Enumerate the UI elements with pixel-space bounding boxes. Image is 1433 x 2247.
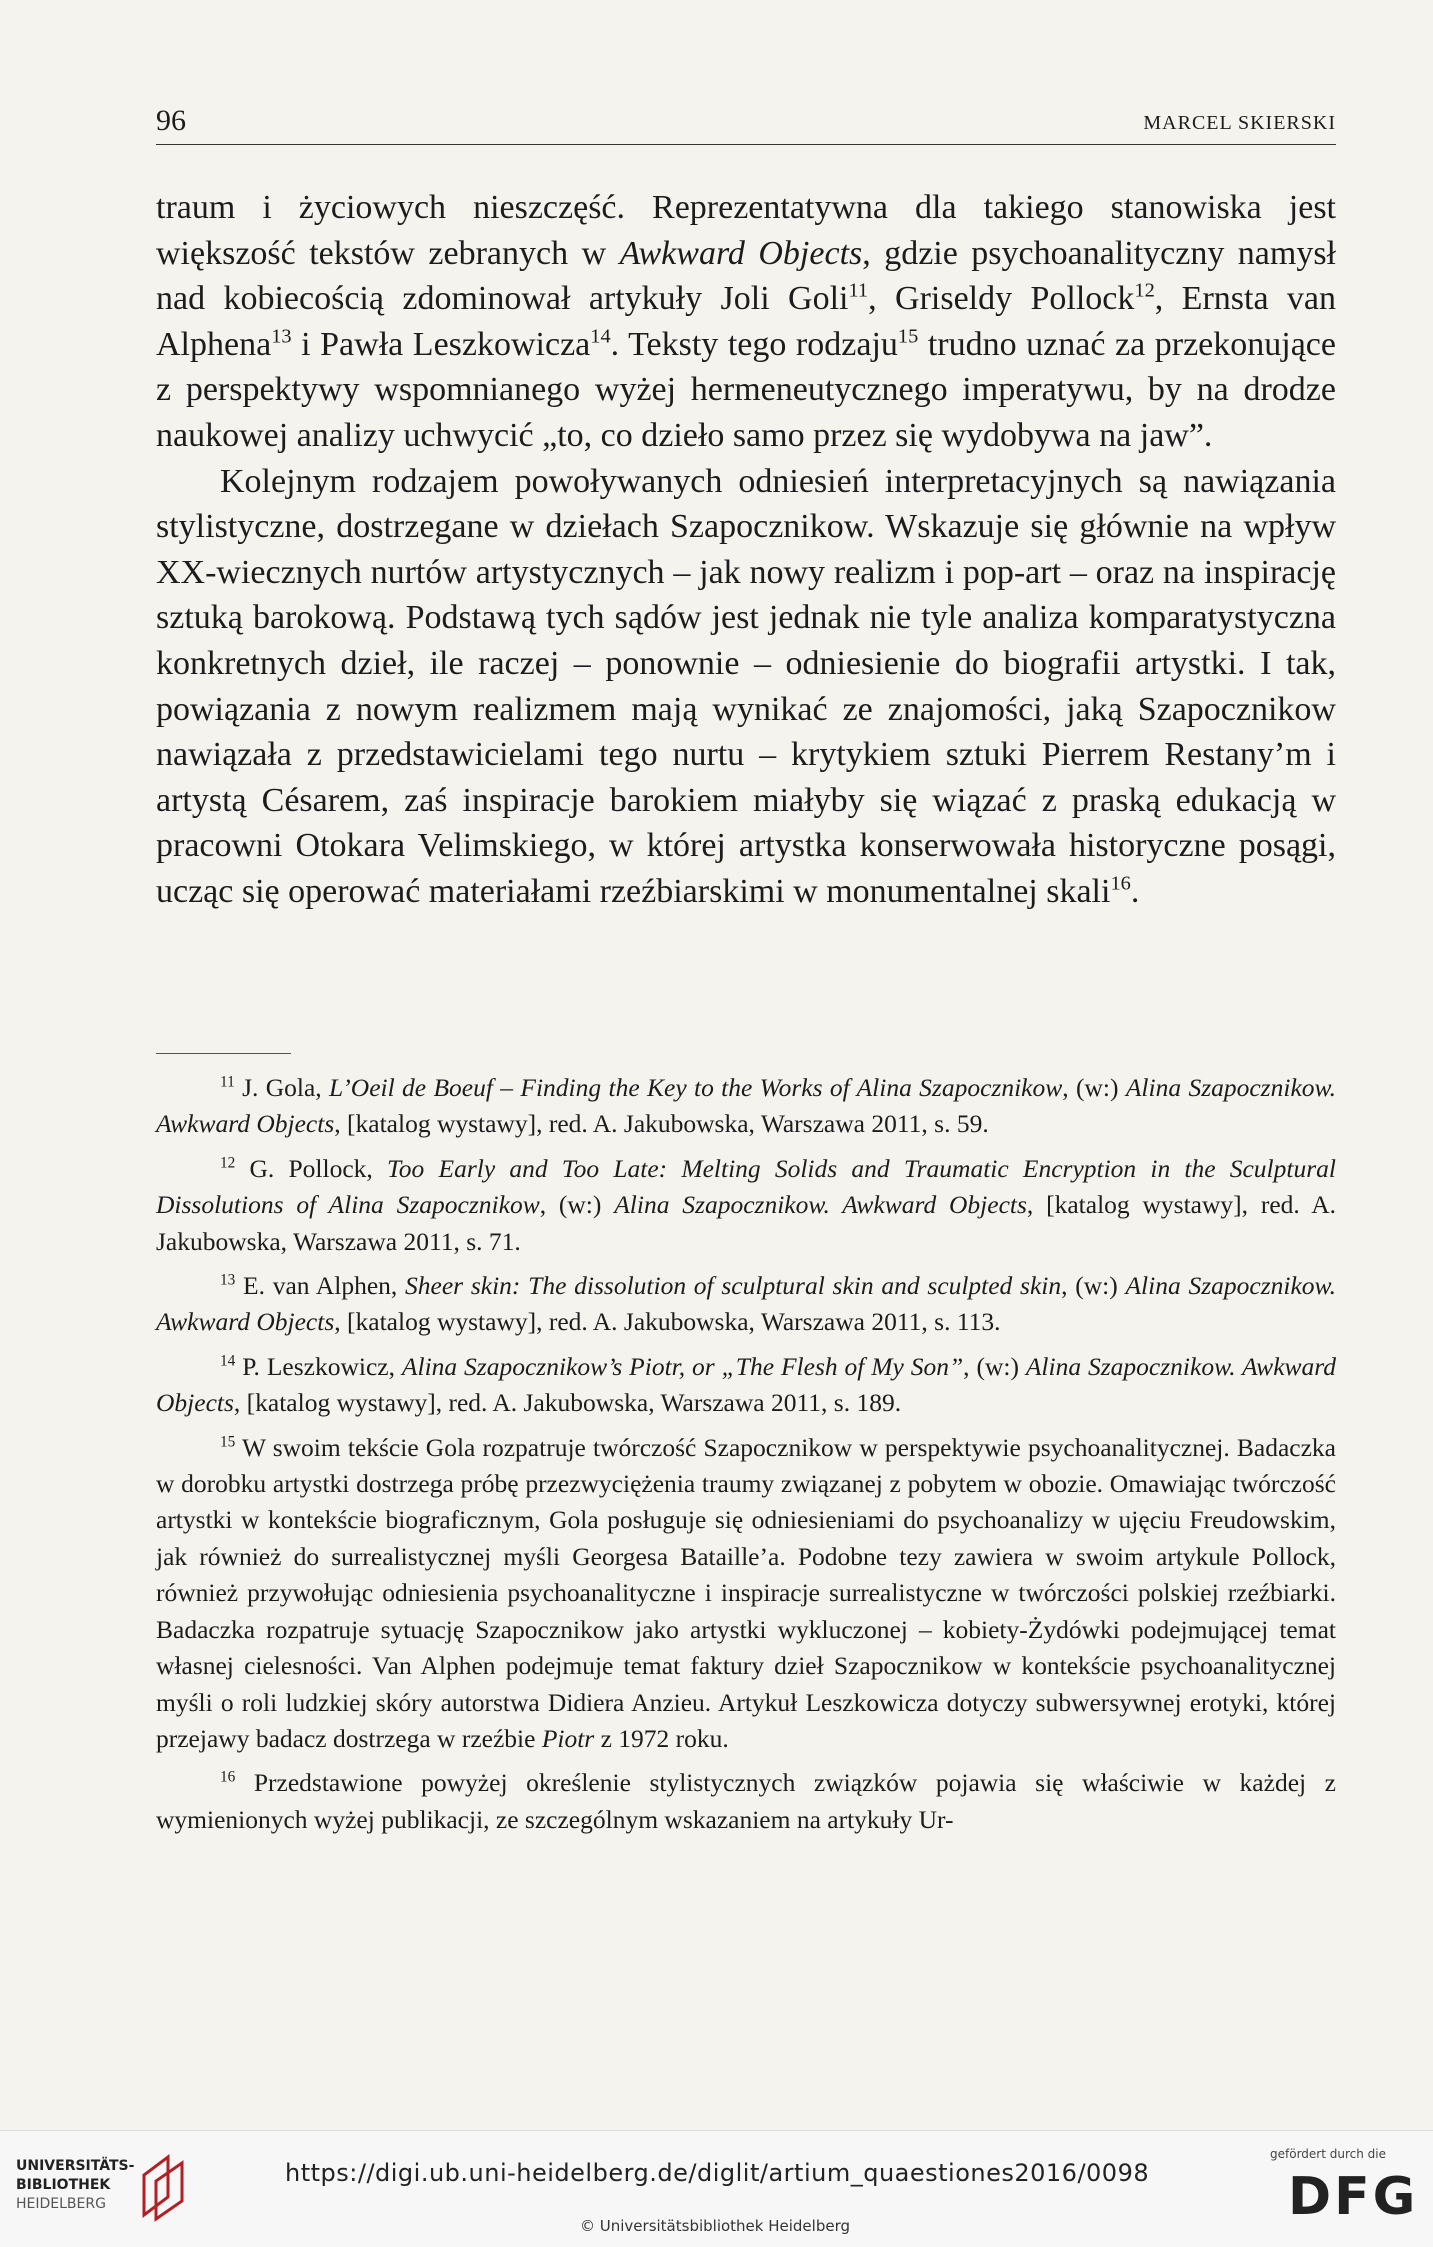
- viewer-footer: [0, 2130, 1433, 2247]
- footnote-ref-12[interactable]: 12: [1134, 279, 1155, 302]
- page-number: 96: [156, 104, 186, 137]
- paragraph-2: Kolejnym rodzajem powoływanych odniesień interpretacyjnych są nawiązania stylistyczne, dostrzegane w dziełach Szapocznikow. Wskazuje się głównie na wpływ XX-wiecznych nurtów artystycznych – jak nowy realizm i pop-art – oraz na inspirację sztuką barokową. Podstawą tych sądów jest jednak nie tyle analiza komparatystyczna konkretnych dzieł, ile raczej – ponownie – odniesienie do biografii artystki. I tak, powiązania z nowym realizmem mają wynikać ze znajomości, jaką Szapocznikow nawiązała z przedstawicielami tego nurtu – krytykiem sztuki Pierrem Restany’m i artystą Césarem, zaś inspiracje barokiem miałyby się wiązać z praską edukacją w pracowni Otokara Velimskiego, w której artystka konserwowała historyczne posągi, ucząc się operować materiałami rzeźbiarskimi w monumentalnej skali$^{16}$.: [156, 462, 1336, 910]
- footnote-11: $^{11}$ J. Gola, L’Oeil de Boeuf – Finding the Key to the Works of Alina Szapocznikow, (w:) Alina Szapocznikow. Awkward Objects, [katalog wystawy], red. A. Jakubowska, Warszawa 2011, s. 59.: [156, 1073, 1337, 1139]
- ub-heidelberg-logo-icon: [140, 2153, 188, 2227]
- running-head: MARCEL SKIERSKI: [1143, 112, 1336, 134]
- funder-caption: gefördert durch die: [1270, 2147, 1386, 2161]
- footnote-divider: [156, 1053, 291, 1054]
- library-name: UNIVERSITÄTS- BIBLIOTHEK HEIDELBERG: [16, 2158, 135, 2212]
- footnotes: [156, 1070, 1336, 1846]
- footnote-13: $^{13}$ E. van Alphen, Sheer skin: The dissolution of sculptural skin and sculpted skin, (w:) Alina Szapocznikow. Awkward Objects, [katalog wystawy], red. A. Jakubowska, Warszawa 2011, s. 113.: [156, 1271, 1337, 1337]
- main-text: [156, 185, 1336, 915]
- paragraph-1: traum i życiowych nieszczęść. Reprezentatywna dla takiego stanowiska jest większość tekstów zebranych w Awkward Objects, gdzie psychoanalityczny namysł nad kobiecością zdominował artykuły Joli Goli$^{11}$, Griseldy Pollock$^{12}$, Ernsta van Alphena$^{13}$ i Pawła Leszkowicza$^{14}$. Teksty tego rodzaju$^{15}$ trudno uznać za przekonujące z perspektywy wspomnianego wyżej hermeneutycznego imperatywu, by na drodze naukowej analizy uchwycić „to, co dzieło samo przez się wydobywa na jaw”.: [156, 189, 1337, 454]
- footnote-16: $^{16}$ Przedstawione powyżej określenie stylistycznych związków pojawia się właściwie w każdej z wymienionych wyżej publikacji, ze szczególnym wskazaniem na artykuły Ur-: [156, 1768, 1336, 1834]
- footnote-ref-15[interactable]: 15: [897, 325, 919, 348]
- footnote-ref-14[interactable]: 14: [590, 325, 611, 348]
- page-header: [156, 104, 1336, 145]
- dfg-logo: DFG: [1288, 2167, 1419, 2227]
- footnote-ref-13[interactable]: 13: [271, 325, 292, 348]
- footnote-14: $^{14}$ P. Leszkowicz, Alina Szapocznikow’s Piotr, or „The Flesh of My Son”, (w:) Alina Szapocznikow. Awkward Objects, [katalog wystawy], red. A. Jakubowska, Warszawa 2011, s. 189.: [156, 1351, 1336, 1418]
- permalink-url[interactable]: https://digi.ub.uni-heidelberg.de/diglit/artium_quaestiones2016/0098: [285, 2159, 1150, 2187]
- footnote-12: $^{12}$ G. Pollock, Too Early and Too Late: Melting Solids and Traumatic Encryption in the Sculptural Dissolutions of Alina Szapocznikow, (w:) Alina Szapocznikow. Awkward Objects, [katalog wystawy], red. A. Jakubowska, Warszawa 2011, s. 71.: [156, 1153, 1336, 1256]
- copyright-notice: © Universitätsbibliothek Heidelberg: [580, 2217, 851, 2235]
- footnote-15: $^{15}$ W swoim tekście Gola rozpatruje twórczość Szapocznikow w perspektywie psychoanalitycznej. Badaczka w dorobku artystki dostrzega próbę przezwyciężenia traumy związanej z pobytem w obozie. Omawiając twórczość artystki w kontekście biograficznym, Gola posługuje się odniesieniami do psychoanalizy w ujęciu Freudowskim, jak również do surrealistycznej myśli Georgesa Bataille’a. Podobne tezy zawiera w swoim artykule Pollock, również przywołując odniesienia psychoanalityczne i inspiracje surrealistyczne w twórczości polskiej rzeźbiarki. Badaczka rozpatruje sytuację Szapocznikow jako artystki wykluczonej – kobiety-Żydówki podejmującej temat własnej cielesności. Van Alphen podejmuje temat faktury dzieł Szapocznikow w kontekście psychoanalitycznej myśli o roli ludzkiej skóry autorstwa Didiera Anzieu. Artykuł Leszkowicza dotyczy subwersywnej erotyki, której przejawy badacz dostrzega w rzeźbie Piotr z 1972 roku.: [156, 1432, 1336, 1753]
- footnote-ref-16[interactable]: 16: [1110, 872, 1131, 895]
- footnote-ref-11[interactable]: 11: [848, 279, 869, 302]
